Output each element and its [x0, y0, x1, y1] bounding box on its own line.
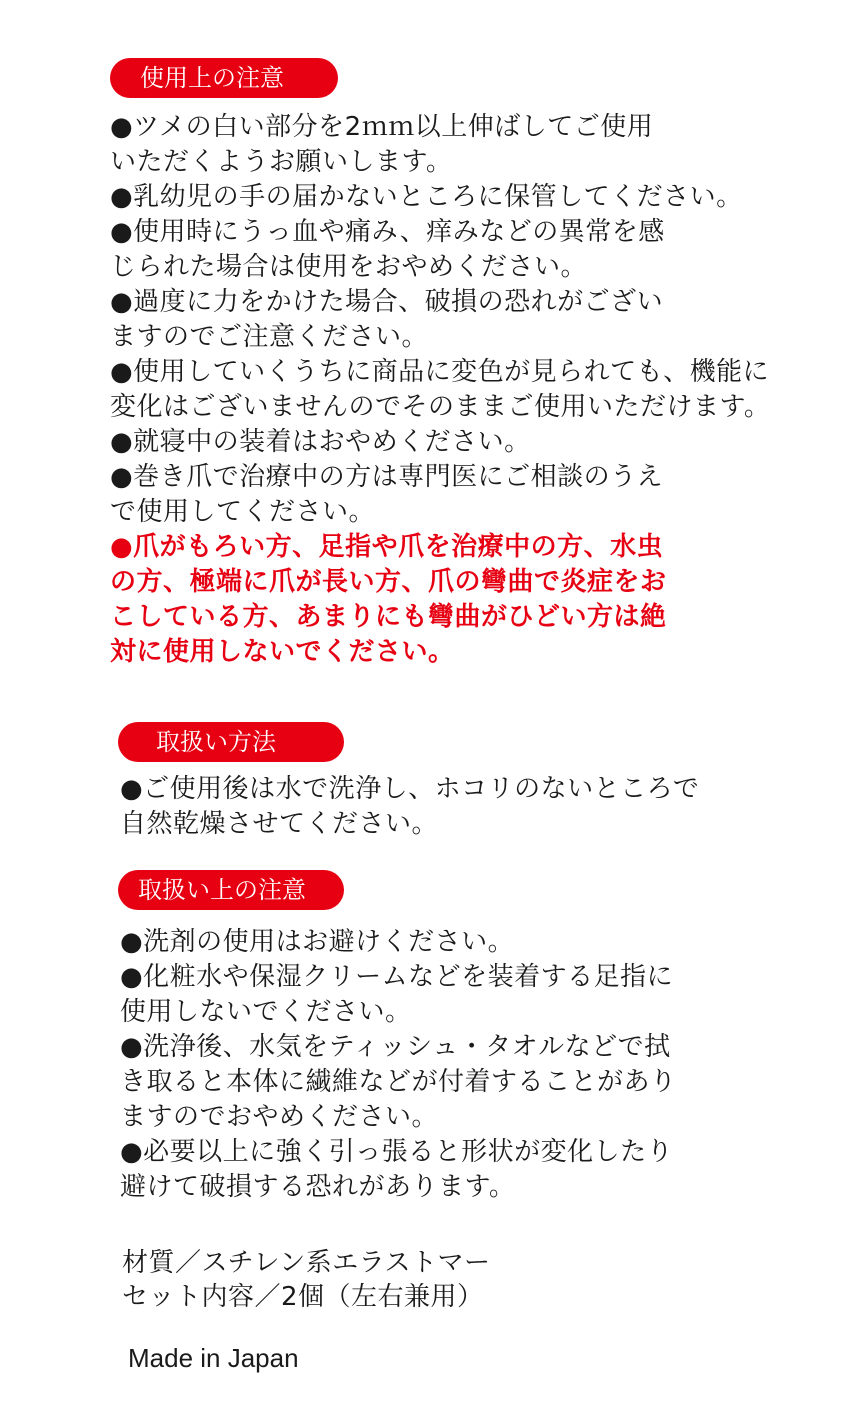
list-item: ●乳幼児の手の届かないところに保管してください。: [110, 182, 743, 212]
list-item: ●化粧水や保湿クリームなどを装着する足指に 使用しないでください。: [120, 962, 674, 1027]
list-item: ●使用時にうっ血や痛み、痒みなどの異常を感 じられた場合は使用をおやめください。: [110, 217, 665, 282]
set-contents-spec: セット内容／2個（左右兼用）: [122, 1282, 484, 1312]
list-item: ●就寝中の装着はおやめください。: [110, 427, 531, 457]
list-item: ●巻き爪で治療中の方は専門医にご相談のうえ で使用してください。: [110, 462, 664, 527]
handling-method-list: [120, 772, 830, 842]
list-item: ●ツメの白い部分を2ｍｍ以上伸ばしてご使用 いただくようお願いします。: [110, 112, 654, 177]
country-of-origin: Made in Japan: [128, 1343, 299, 1373]
usage-precautions-list: [110, 110, 830, 670]
section-title-usage-precautions: 使用上の注意: [110, 58, 338, 98]
warning-item: ●爪がもろい方、足指や爪を治療中の方、水虫 の方、極端に爪が長い方、爪の彎曲で炎症をお こしている方、あまりにも彎曲がひどい方は絶 対に使用しないでください。: [110, 532, 667, 667]
handling-precautions-list: [120, 925, 830, 1205]
list-item: ●洗浄後、水気をティッシュ・タオルなどで拭 き取ると本体に繊維などが付着することがあり ますのでおやめください。: [120, 1032, 677, 1132]
list-item: ●過度に力をかけた場合、破損の恐れがござい ますのでご注意ください。: [110, 287, 664, 352]
list-item: ●使用していくうちに商品に変色が見られても、機能に 変化はございませんのでそのままご使用いただけます。: [110, 357, 771, 422]
list-item: ●必要以上に強く引っ張ると形状が変化したり 避けて破損する恐れがあります。: [120, 1137, 674, 1202]
material-spec: 材質／スチレン系エラストマー: [122, 1248, 491, 1278]
list-item: ●ご使用後は水で洗浄し、ホコリのないところで 自然乾燥させてください。: [120, 774, 700, 839]
section-title-handling-precautions: 取扱い上の注意: [118, 870, 344, 910]
list-item: ●洗剤の使用はお避けください。: [120, 927, 515, 957]
specifications: [122, 1246, 822, 1314]
section-title-handling-method: 取扱い方法: [118, 722, 344, 762]
